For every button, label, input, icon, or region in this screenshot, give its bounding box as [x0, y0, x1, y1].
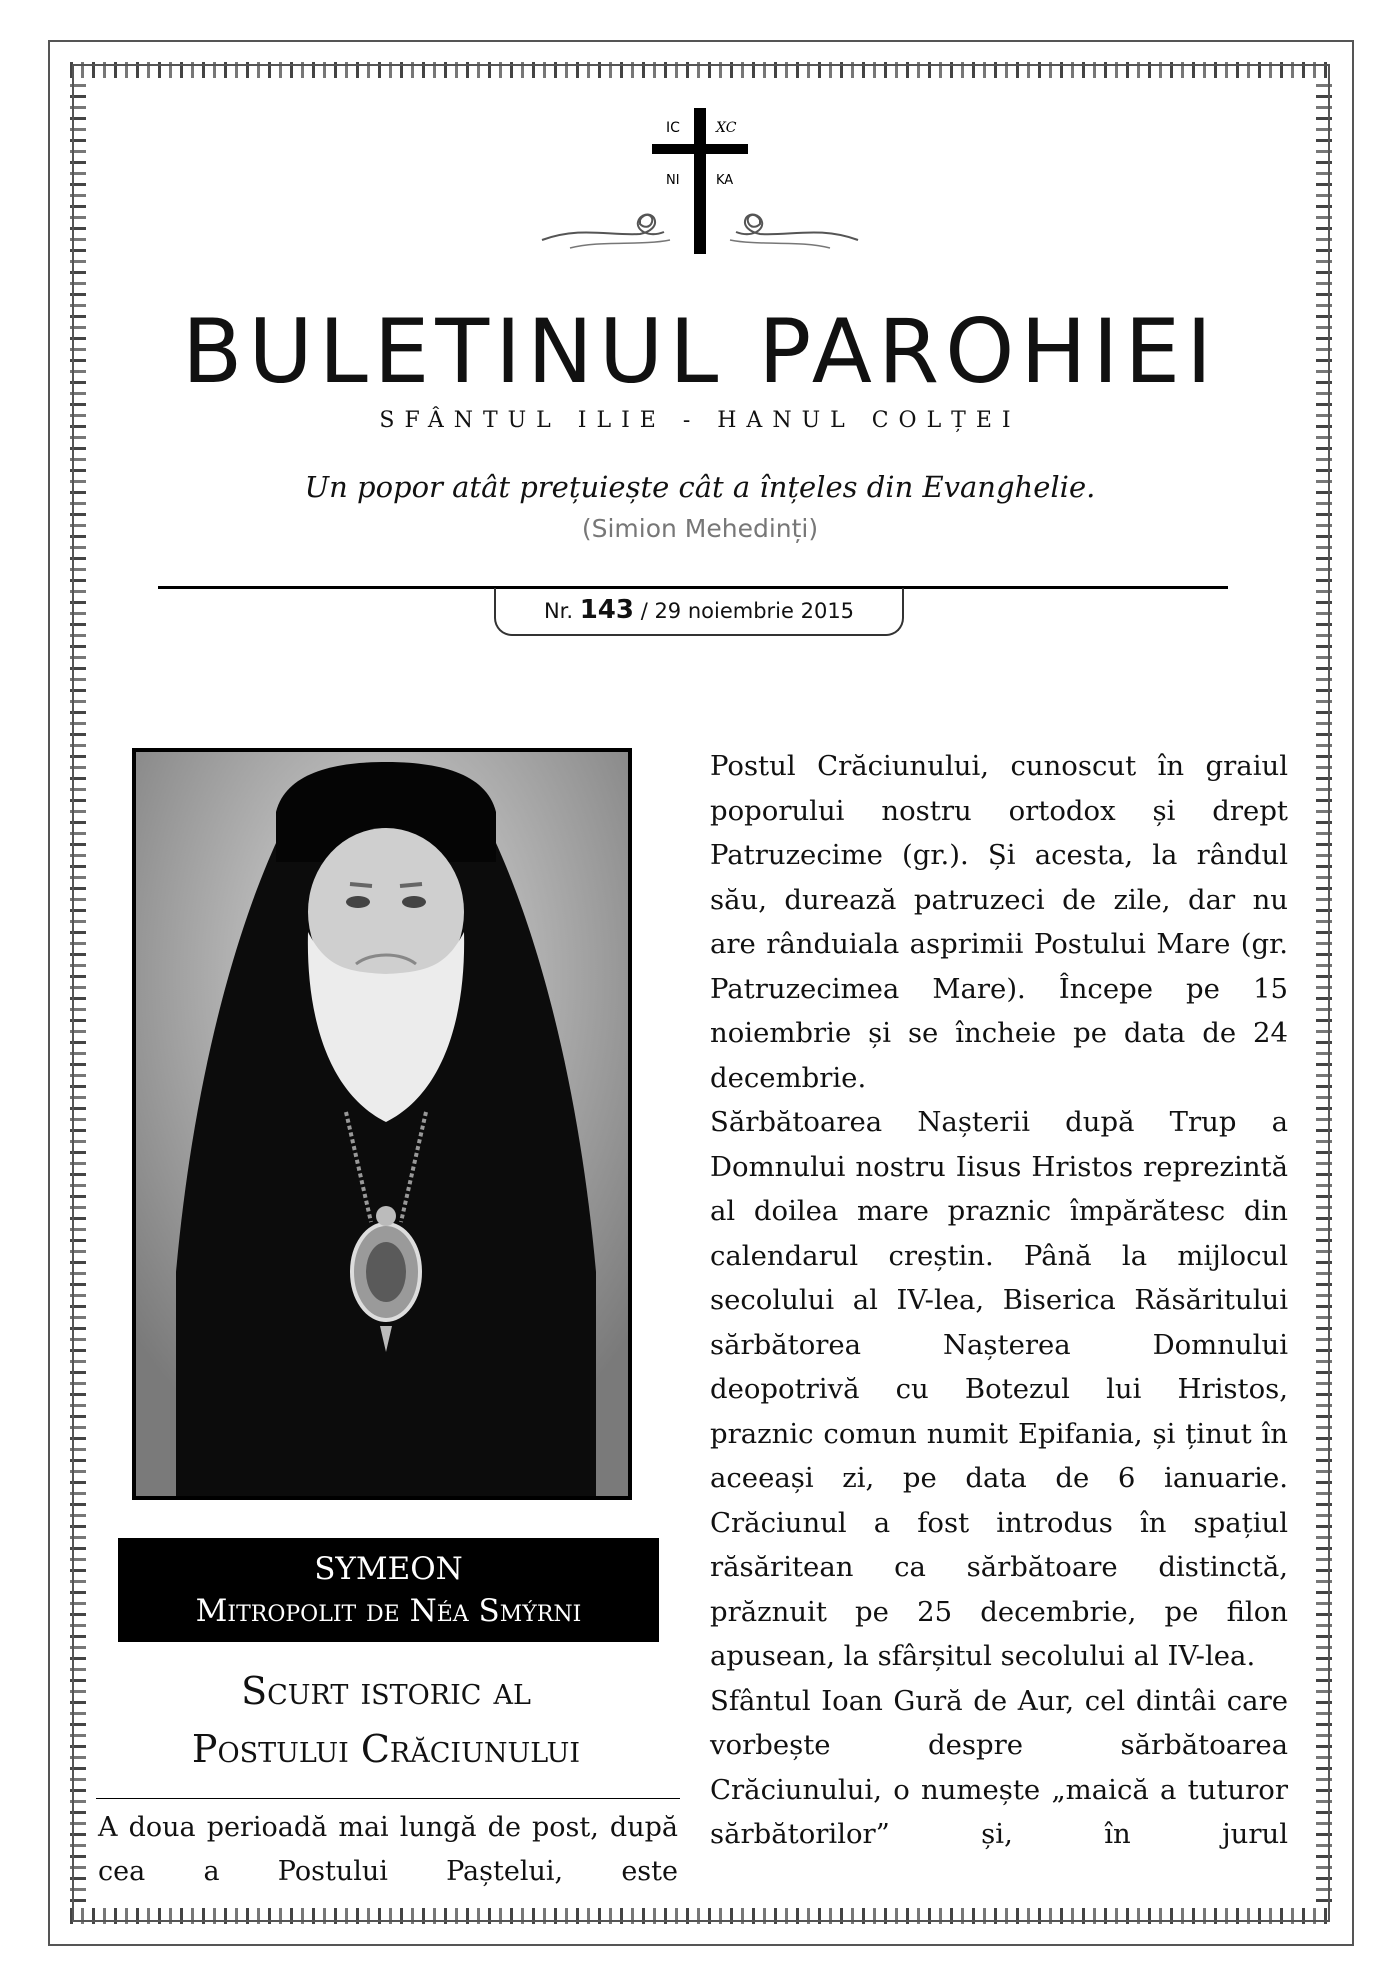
- article-title: [86, 1662, 686, 1778]
- cross-emblem-icon: [540, 108, 860, 258]
- emblem-ic: IC: [666, 120, 680, 136]
- emblem-ka: KA: [716, 173, 734, 188]
- article-intro: A doua perioadă mai lungă de post, după cea a Postului Paștelui, este: [98, 1812, 678, 1887]
- motto-author: (Simion Mehedinți): [581, 514, 819, 543]
- article-body: [710, 744, 1288, 1857]
- issue-tab: [494, 588, 904, 636]
- issue-prefix: Nr.: [543, 599, 574, 623]
- caption-title: Mitropolit de Néa Smýrni: [195, 1593, 582, 1629]
- emblem-xc: XC: [716, 120, 737, 136]
- title-underline: [96, 1798, 680, 1799]
- issue-number: 143: [579, 595, 634, 625]
- article-title-line1: Scurt istoric al: [241, 1669, 531, 1713]
- article-paragraph-1: Postul Crăciunului, cunoscut în graiul poporului nostru ortodox și drept Patruzecime (gr.). Și acesta, la rândul său, durează patruzeci de zile, dar nu are rânduiala asprimii Postului Mare (gr. Patruzecimea Mare). Începe pe 15 noiembrie și se încheie pe data de 24 decembrie.: [710, 750, 1288, 1094]
- issue-date: / 29 noiembrie 2015: [640, 599, 855, 623]
- article-title-line2: Postului Crăciunului: [191, 1727, 581, 1771]
- motto-quote: Un popor atât prețuiește cât a înțeles din Evanghelie.: [304, 470, 1096, 504]
- portrait-photo: [132, 748, 632, 1500]
- portrait-caption: [118, 1538, 659, 1642]
- masthead-subtitle: SFÂNTUL ILIE - HANUL COLȚEI: [379, 408, 1021, 433]
- article-paragraph-2: Sărbătoarea Nașterii după Trup a Domnului nostru Iisus Hristos reprezintă al doilea mare praznic împărătesc din calendarul creștin. Până la mijlocul secolului al IV-lea, Biserica Răsăritului sărbătorea Nașterea Domnului deopotrivă cu Botezul lui Hristos, praznic comun numit Epifania, și ținut în aceeași zi, pe data de 6 ianuarie. Crăciunul a fost introdus în spațiul răsăritean ca sărbătoare distinctă, prăznuit pe 25 decembrie, pe filon apusean, la sfârșitul secolului al IV-lea.: [710, 1106, 1288, 1672]
- article-paragraph-3: Sfântul Ioan Gură de Aur, cel dintâi care vorbește despre sărbătoarea Crăciunului, o numește „maică a tuturor sărbătorilor” și, în jurul: [710, 1684, 1288, 1850]
- emblem-ni: NI: [666, 173, 680, 188]
- portrait-illustration: [136, 752, 628, 1496]
- masthead-title: BULETINUL PAROHIEI: [181, 300, 1219, 403]
- caption-name: SYMEON: [314, 1551, 463, 1587]
